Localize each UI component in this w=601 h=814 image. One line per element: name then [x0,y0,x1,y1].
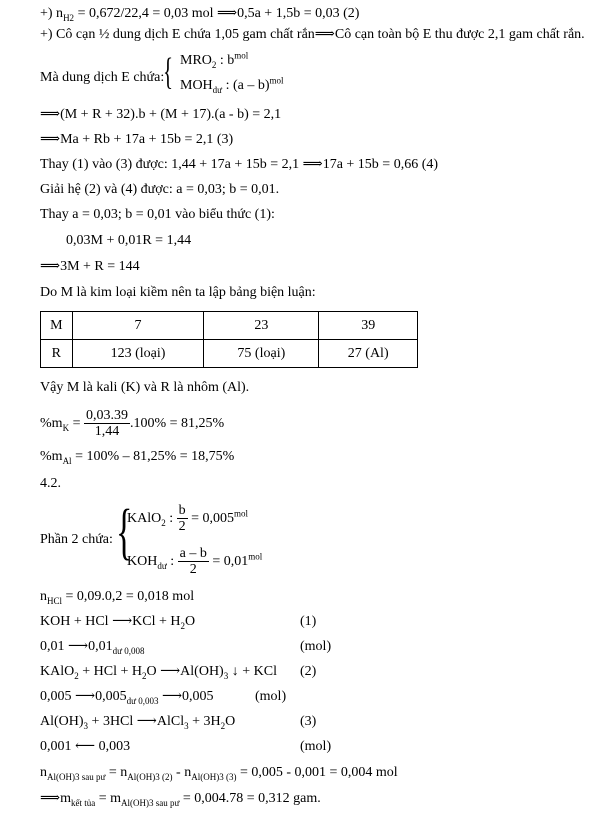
line-eq-mass: ⟹(M + R + 32).b + (M + 17).(a - b) = 2,1 [40,107,282,122]
text: dư 0,008 [112,645,145,656]
text: - n [172,765,192,780]
fraction [178,546,209,577]
line-eq4: Thay (1) vào (3) được: 1,44 + 17a + 15b = 2,1 ⟹17a + 15b = 0,66 (4) [40,157,439,172]
text: = [69,416,84,431]
text: Al(OH)3 (2) [127,771,173,782]
text: : [166,554,178,569]
text: + 3H [188,714,221,729]
line-substitute: Thay a = 0,03; b = 0,01 vào biểu thức (1): [40,207,275,222]
text: : (a – b) [222,78,270,93]
line-precipitate-mass [40,791,321,807]
text: 2 [74,670,79,681]
component-moh [180,75,284,95]
system-brace: { [116,498,133,566]
text: H2 [63,12,75,23]
text: = 0,005 [187,511,235,526]
text: %m [40,416,63,431]
text: KAlO [127,511,162,526]
reaction-number: (1) [300,614,317,629]
text: mol [248,551,263,562]
text: = 0,672/22,4 = 0,03 mol ⟹0,5a + 1,5b = 0,03 (2) [74,6,360,21]
text: O [184,614,196,629]
text: O ⟶Al(OH) [146,664,224,679]
text: 2 [141,670,147,681]
text: 2 [211,59,217,70]
mol-unit: (mol) [255,689,287,704]
reaction-number: (2) [300,664,317,679]
text: Al(OH)3 (3) [191,771,237,782]
mol-unit: (mol) [300,739,332,754]
text: mol [269,75,284,86]
line-nhcl [40,589,194,605]
text: 2 [161,517,166,528]
text: HCl [47,595,63,606]
line-dung-dich-e: Mà dung dịch E chứa: [40,70,165,85]
text: KOH + HCl ⟶KCl + H [40,614,181,629]
denominator: 2 [189,562,197,578]
system-brace: { [163,51,174,93]
table-cell: R [41,340,73,368]
text: 0,01 ⟶0,01 [40,639,113,654]
reaction-3 [40,714,235,730]
numerator: 0,03.39 [85,408,128,424]
mole-row-3: 0,001 ⟵ 0,003 [40,739,131,754]
text: = n [105,765,128,780]
text: ⟹m [40,791,71,806]
fraction [84,408,130,439]
text: ⟶0,005 [158,689,214,704]
text: = m [95,791,122,806]
text: K [62,422,70,433]
text: +) n [40,6,64,21]
mole-row-1 [40,639,144,655]
section-heading: 4.2. [40,476,61,491]
text: mol [234,50,249,61]
text: dư 0,003 [126,695,159,706]
text: 2 [220,720,226,731]
reaction-number: (3) [300,714,317,729]
text: = 0,005 - 0,001 = 0,004 mol [236,765,398,780]
text: MRO [180,53,212,68]
text: ↓ + KCl [228,664,277,679]
text: O [225,714,236,729]
line-solve: Giải hệ (2) và (4) được: a = 0,03; b = 0,01. [40,182,280,197]
text: mol [234,508,249,519]
component-koh [127,546,262,578]
reaction-2 [40,664,277,680]
text: 3 [223,670,229,681]
line-percent-al [40,449,234,465]
text: 3 [83,720,89,731]
text: n [40,589,47,604]
text: = 100% – 81,25% = 18,75% [71,449,235,464]
table-cell: 75 (loại) [204,340,319,368]
mol-unit: (mol) [300,639,332,654]
line-co-can: +) Cô cạn ½ dung dịch E chứa 1,05 gam chất rắn⟹Cô cạn toàn bộ E thu được 2,1 gam chất rắn. [40,27,585,42]
component-kalo2 [127,503,248,535]
text: Al(OH)3 sau pư [121,797,180,808]
text: dư [157,560,167,571]
component-mro2 [180,50,249,70]
denominator: 2 [178,519,186,535]
text: : [165,511,177,526]
text: .100% = 81,25% [129,416,225,431]
text: Al(OH) [40,714,84,729]
table-cell: 123 (loại) [72,340,204,368]
table-cell: M [41,312,73,340]
text: Al [62,455,72,466]
numerator: b [178,503,186,519]
text: + 3HCl ⟶AlCl [88,714,185,729]
text: 0,005 ⟶0,005 [40,689,127,704]
numerator: a – b [179,546,207,562]
text: KAlO [40,664,75,679]
denominator: 1,44 [94,424,120,440]
text: 2 [180,620,185,631]
line-percent-k [40,408,224,440]
text: KOH [127,554,158,569]
text: + HCl + H [78,664,142,679]
text: %m [40,449,63,464]
text: = 0,004.78 = 0,312 gam. [179,791,321,806]
mole-row-2 [40,689,214,705]
text: n [40,765,47,780]
line-3m-r: ⟹3M + R = 144 [40,259,140,274]
text: = 0,01 [208,554,249,569]
text: dư [212,84,223,95]
table-cell: 39 [319,312,418,340]
table-cell: 27 (Al) [319,340,418,368]
line-nh2 [40,6,359,22]
line-bien-luan: Do M là kim loại kiềm nên ta lập bảng biện luận: [40,285,316,300]
text: = 0,09.0,2 = 0,018 mol [62,589,195,604]
line-eq3: ⟹Ma + Rb + 17a + 15b = 2,1 (3) [40,132,234,147]
argument-table [40,311,418,368]
line-n-aloh3 [40,765,398,781]
fraction [177,503,188,534]
line-phan-2: Phần 2 chứa: [40,532,113,547]
text: Al(OH)3 sau pư [47,771,106,782]
line-eq-m-r: 0,03M + 0,01R = 1,44 [66,233,192,248]
reaction-1 [40,614,195,630]
table-cell: 7 [72,312,204,340]
text: MOH [180,78,213,93]
text: : b [216,53,235,68]
text: 3 [184,720,189,731]
table-row [41,312,418,340]
line-conclusion: Vậy M là kali (K) và R là nhôm (Al). [40,380,250,395]
text: kết tủa [70,797,96,808]
table-cell: 23 [204,312,319,340]
table-row [41,340,418,368]
